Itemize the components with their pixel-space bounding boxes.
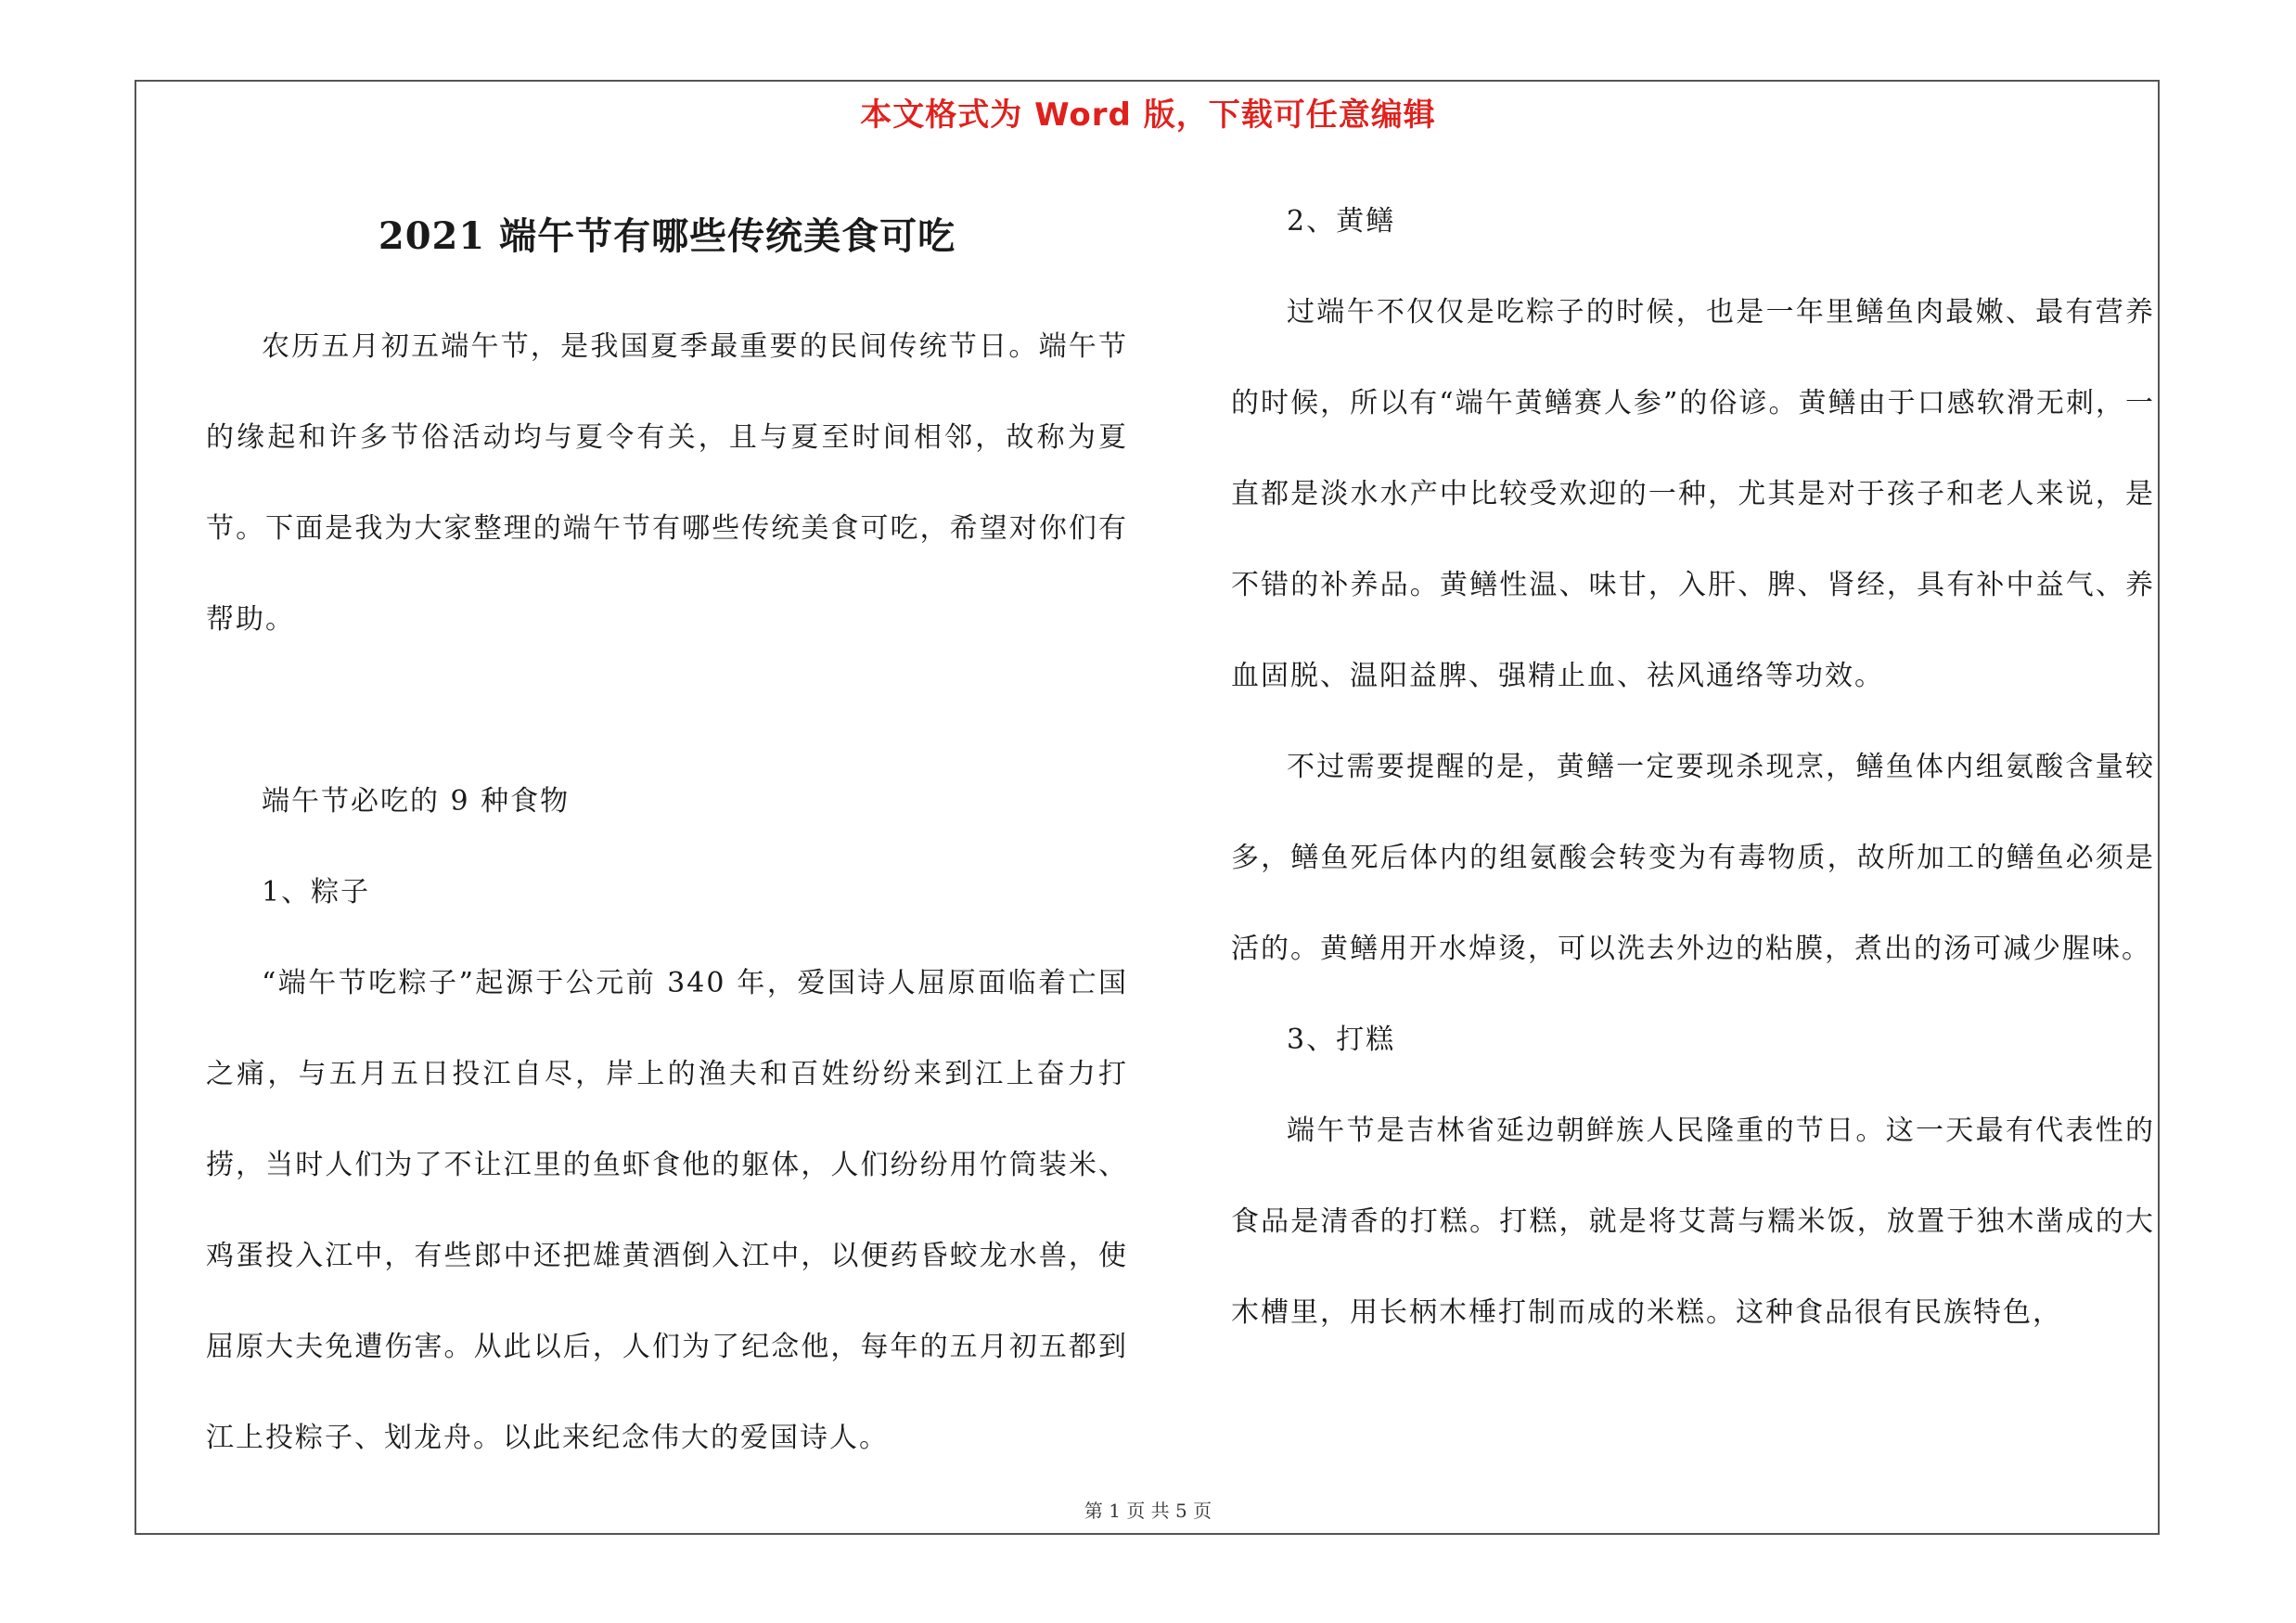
item-title-dagao: 3、打糕 bbox=[1287, 1024, 1396, 1056]
item-text-dagao: 端午节是吉林省延边朝鲜族人民隆重的节日。这一天最有代表性的食品是清香的打糕。打糕，就是将艾蒿与糯米饭，放置于独木凿成的大木槽里，用长柄木棰打制而成的米糕。这种食品很有民族特色， bbox=[1231, 1114, 2155, 1329]
item-title-eel: 2、黄鳝 bbox=[1287, 205, 1396, 238]
format-banner: 本文格式为 Word 版，下载可任意编辑 bbox=[860, 97, 1436, 134]
intro-paragraph: 农历五月初五端午节，是我国夏季最重要的民间传统节日。端午节的缘起和许多节俗活动均与夏令有关，且与夏至时间相邻，故称为夏节。下面是我为大家整理的端午节有哪些传统美食可吃，希望对你们有帮助。 bbox=[206, 330, 1128, 636]
left-column bbox=[206, 176, 1128, 1484]
item-text-zongzi: “端午节吃粽子”起源于公元前 340 年，爱国诗人屈原面临着亡国之痛，与五月五日投江自尽，岸上的渔夫和百姓纷纷来到江上奋力打捞，当时人们为了不让江里的鱼虾食他的躯体，人们纷纷用竹筒装米、鸡蛋投入江中，有些郎中还把雄黄酒倒入江中，以便药昏蛟龙水兽，使屈原大夫免遭伤害。从此以后，人们为了纪念他，每年的五月初五都到江上投粽子、划龙舟。以此来纪念伟大的爱国诗人。 bbox=[206, 967, 1128, 1454]
item-text-eel-2: 不过需要提醒的是，黄鳝一定要现杀现烹，鳝鱼体内组氨酸含量较多，鳝鱼死后体内的组氨酸会转变为有毒物质，故所加工的鳝鱼必须是活的。黄鳝用开水焯烫，可以洗去外边的粘膜，煮出的汤可减少腥味。 bbox=[1231, 751, 2155, 965]
item-title-zongzi: 1、粽子 bbox=[262, 876, 371, 908]
section-subhead: 端午节必吃的 9 种食物 bbox=[262, 785, 571, 818]
spacer bbox=[206, 665, 1128, 756]
item-text-eel-1: 过端午不仅仅是吃粽子的时候，也是一年里鳝鱼肉最嫩、最有营养的时候，所以有“端午黄鳝赛人参”的俗谚。黄鳝由于口感软滑无刺，一直都是淡水水产中比较受欢迎的一种，尤其是对于孩子和老人来说，是不错的补养品。黄鳝性温、味甘，入肝、脾、肾经，具有补中益气、养血固脱、温阳益脾、强精止血、祛风通络等功效。 bbox=[1231, 296, 2155, 692]
page-number: 第 1 页 共 5 页 bbox=[1084, 1500, 1212, 1522]
document-title: 2021 端午节有哪些传统美食可吃 bbox=[378, 214, 956, 258]
right-column bbox=[1231, 176, 2155, 1359]
